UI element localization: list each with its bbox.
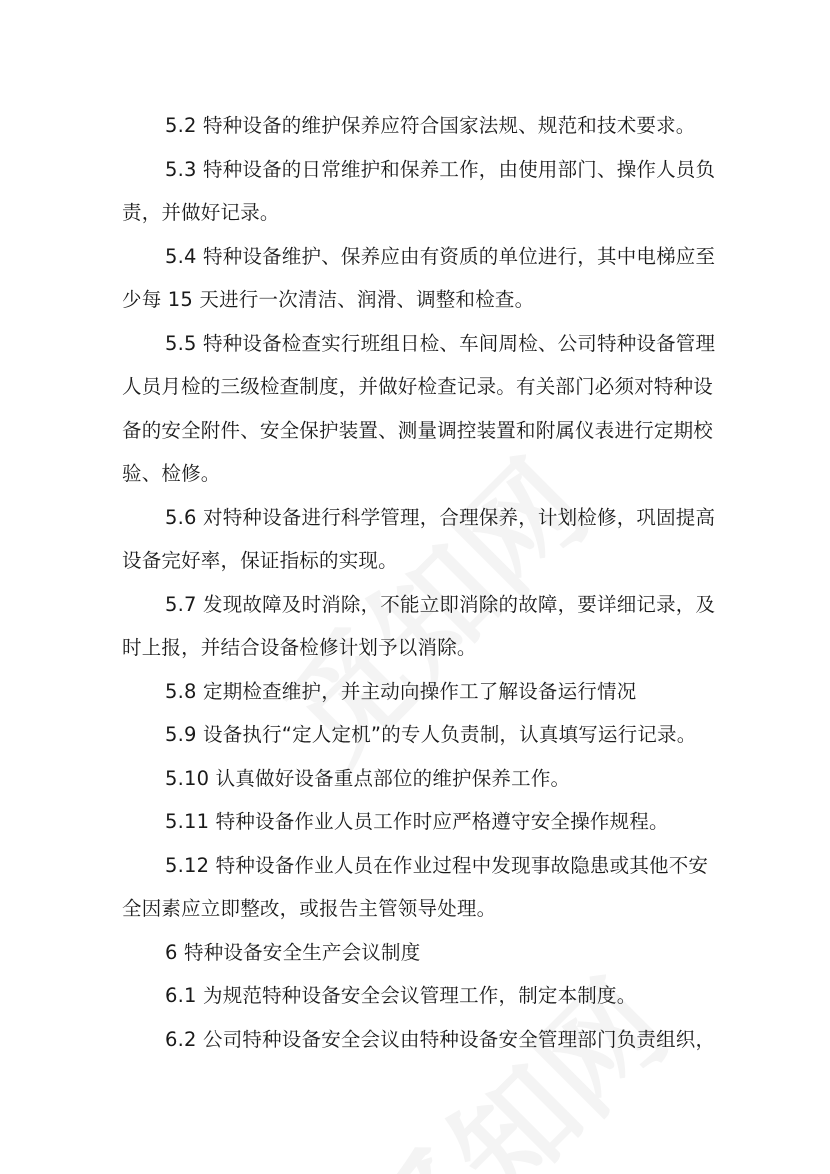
paragraph-line: 验、检修。 <box>122 462 221 485</box>
section-heading: 6 特种设备安全生产会议制度 <box>165 940 421 964</box>
paragraph-line: 人员月检的三级检查制度，并做好检查记录。有关部门必须对特种设 <box>122 375 714 398</box>
document-body <box>122 104 716 1061</box>
paragraph-line: 5.8 定期检查维护，并主动向操作工了解设备运行情况 <box>165 679 637 703</box>
paragraph-line: 5.5 特种设备检查实行班组日检、车间周检、公司特种设备管理 <box>165 331 716 355</box>
paragraph-line: 设备完好率，保证指标的实现。 <box>122 549 398 572</box>
paragraph-line: 5.4 特种设备维护、保养应由有资质的单位进行，其中电梯应至 <box>165 244 716 268</box>
paragraph-line: 5.3 特种设备的日常维护和保养工作，由使用部门、操作人员负 <box>165 157 716 181</box>
paragraph-line: 备的安全附件、安全保护装置、测量调控装置和附属仪表进行定期校 <box>122 418 714 442</box>
paragraph-line: 少每 15 天进行一次清洁、润滑、调整和检查。 <box>122 288 535 311</box>
paragraph-line: 5.12 特种设备作业人员在作业过程中发现事故隐患或其他不安 <box>165 853 709 877</box>
paragraph-line: 责，并做好记录。 <box>122 201 280 224</box>
paragraph-line: 5.10 认真做好设备重点部位的维护保养工作。 <box>165 766 571 790</box>
paragraph-line: 6.2 公司特种设备安全会议由特种设备安全管理部门负责组织， <box>165 1027 716 1051</box>
paragraph-line: 时上报，并结合设备检修计划予以消除。 <box>122 636 477 659</box>
paragraph-line: 5.2 特种设备的维护保养应符合国家法规、规范和技术要求。 <box>165 114 696 137</box>
paragraph-line: 6.1 为规范特种设备安全会议管理工作，制定本制度。 <box>165 984 637 1007</box>
paragraph-line: 5.7 发现故障及时消除，不能立即消除的故障，要详细记录，及 <box>165 592 716 616</box>
paragraph-line: 全因素应立即整改，或报告主管领导处理。 <box>122 897 497 920</box>
paragraph-line: 5.6 对特种设备进行科学管理，合理保养，计划检修，巩固提高 <box>165 505 716 529</box>
paragraph-line: 5.11 特种设备作业人员工作时应严格遵守安全操作规程。 <box>165 810 669 833</box>
paragraph-line: 5.9 设备执行“定人定机”的专人负责制，认真填写运行记录。 <box>165 723 697 746</box>
